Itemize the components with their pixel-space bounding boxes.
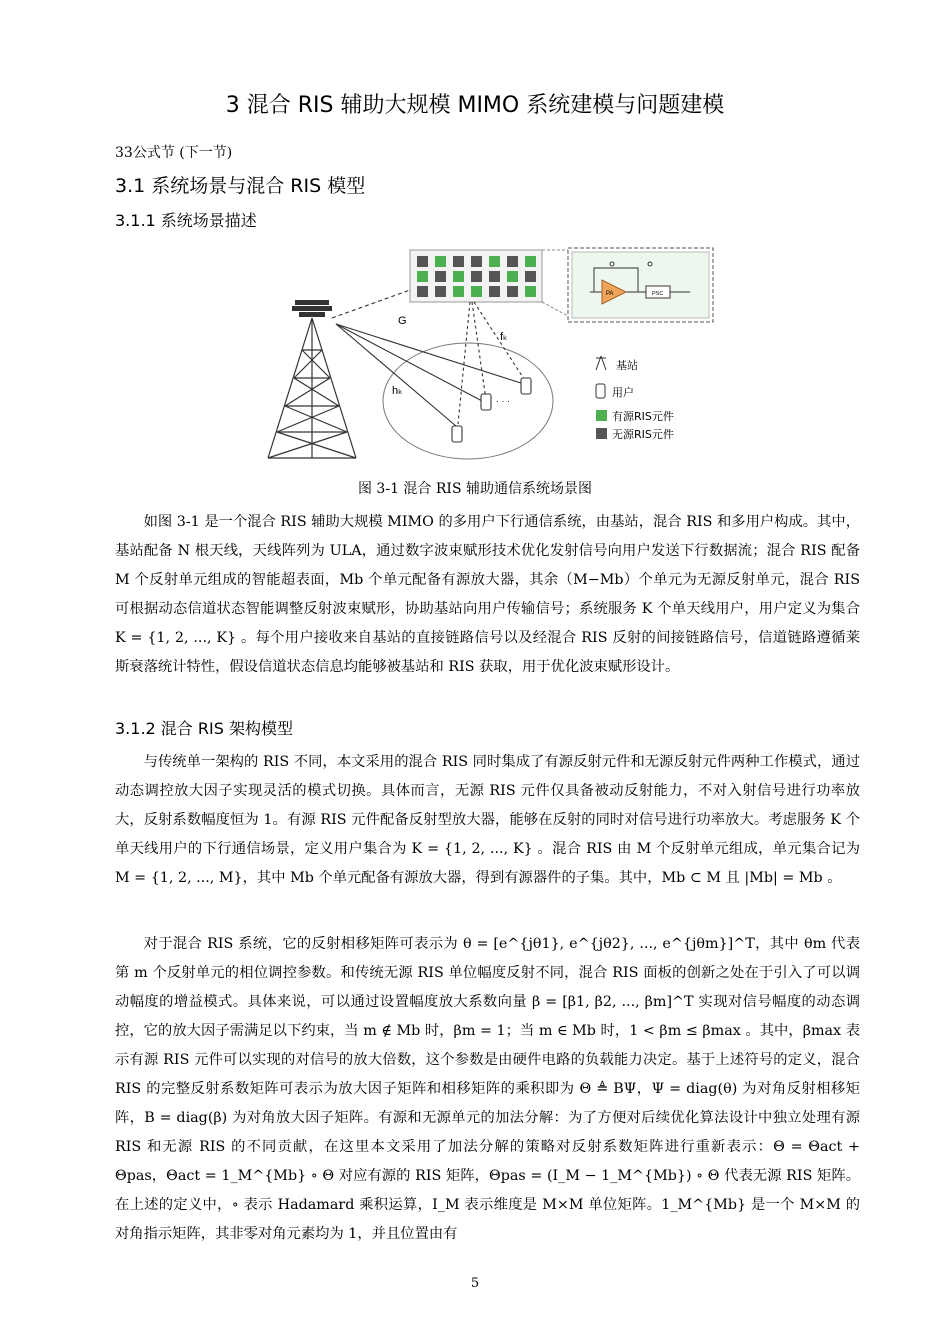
- ris-active-element: [435, 256, 446, 267]
- channel-hk-label: hₖ: [392, 385, 403, 397]
- ris-active-element: [489, 256, 500, 267]
- ris-active-element: [471, 286, 482, 297]
- pa-label: PA: [606, 291, 614, 297]
- legend-user: 用户: [612, 386, 634, 399]
- psc-label: PSC: [652, 291, 664, 297]
- legend-active: 有源RIS元件: [612, 410, 674, 423]
- paragraph-2: 与传统单一架构的 RIS 不同，本文采用的混合 RIS 同时集成了有源反射元件和无源反射元件两种工作模式，通过动态调控放大因子实现灵活的模式切换。具体而言，无源 RIS 元件仅具备被动反射能力，不对入射信号进行功率放大，反射系数幅度恒为 1。有源 RIS 元件配备反射型放大器，能够在反射的同时对信号进行功率放大。考虑服务 K 个单天线用户的下行通信场景，定义用户集合为 K = {1, 2, ..., K} 。混合 RIS 由 M 个反射单元组成，单元集合记为 M = {1, 2, ..., M}，其中 Mb 个单元配备有源放大器，得到有源器件的子集。其中，Mb ⊂ M 且 |Mb| = Mb 。: [115, 754, 860, 886]
- base-station-tower-icon: [268, 318, 356, 458]
- ris-passive-element: [525, 271, 536, 282]
- chapter-title: 3 混合 RIS 辅助大规模 MIMO 系统建模与问题建模: [225, 93, 725, 118]
- ris-passive-element: [489, 271, 500, 282]
- antenna-array: [292, 300, 332, 317]
- paragraph-1: 如图 3-1 是一个混合 RIS 辅助大规模 MIMO 的多用户下行通信系统，由基站，混合 RIS 和多用户构成。其中，基站配备 N 根天线，天线阵列为 ULA，通过数字波束赋形技术优化发射信号向用户发送下行数据流；混合 RIS 配备 M 个反射单元组成的智能超表面，Mb 个单元配备有源放大器，其余（M−Mb）个单元为无源反射单元，混合 RIS 可根据动态信道状态智能调整反射波束赋形，协助基站向用户传输信号；系统服务 K 个单天线用户，用户定义为集合 K = {1, 2, ..., K} 。每个用户接收来自基站的直接链路信号以及经混合 RIS 反射的间接链路信号，信道链路遵循莱斯衰落统计特性，假设信道状态信息均能够被基站和 RIS 获取，用于优化波束赋形设计。: [115, 514, 860, 675]
- figure-legend: [596, 356, 674, 441]
- user-area: [383, 343, 553, 459]
- ris-passive-element: [417, 256, 428, 267]
- ris-active-element: [417, 271, 428, 282]
- ris-active-element: [525, 286, 536, 297]
- system-scenario-figure: [250, 246, 720, 468]
- legend-phone-icon: [596, 384, 605, 398]
- legend-passive-swatch: [596, 428, 607, 439]
- figure-caption: 图 3-1 混合 RIS 辅助通信系统场景图: [357, 481, 592, 497]
- section-heading-3-1-2: 3.1.2 混合 RIS 架构模型: [115, 719, 293, 738]
- channel-g-label: G: [398, 315, 407, 327]
- formula-section-note: 33公式节 (下一节): [115, 145, 233, 161]
- legend-passive: 无源RIS元件: [612, 428, 674, 441]
- user-ellipsis: · · ·: [496, 396, 510, 406]
- ris-passive-element: [489, 286, 500, 297]
- section-heading-3-1: 3.1 系统场景与混合 RIS 模型: [115, 175, 366, 197]
- ris-passive-element: [435, 286, 446, 297]
- ris-passive-element: [471, 256, 482, 267]
- ris-passive-element: [507, 256, 518, 267]
- ris-active-element: [453, 271, 464, 282]
- ris-passive-element: [453, 256, 464, 267]
- ris-active-element: [507, 271, 518, 282]
- ris-active-element: [453, 286, 464, 297]
- legend-bs: 基站: [616, 359, 638, 372]
- ris-passive-element: [471, 271, 482, 282]
- legend-tower-icon: [596, 356, 606, 370]
- ris-active-element: [525, 256, 536, 267]
- section-heading-3-1-1: 3.1.1 系统场景描述: [115, 211, 257, 230]
- legend-active-swatch: [596, 410, 607, 421]
- page-number: 5: [470, 1276, 480, 1291]
- user-phones: [452, 378, 531, 442]
- ris-passive-element: [507, 286, 518, 297]
- ris-passive-element: [435, 271, 446, 282]
- paragraph-3: 对于混合 RIS 系统，它的反射相移矩阵可表示为 θ = [e^{jθ1}, e^{jθ2}, ..., e^{jθm}]^T，其中 θm 代表第 m 个反射单元的相位调控参数。和传统无源 RIS 单位幅度反射不同，混合 RIS 面板的创新之处在于引入了可以调动幅度的增益模式。具体来说，可以通过设置幅度放大系数向量 β = [β1, β2, ..., βm]^T 实现对信号幅度的动态调控，它的放大因子需满足以下约束，当 m ∉ Mb 时，βm = 1；当 m ∈ Mb 时，1 < βm ≤ βmax 。其中，βmax 表示有源 RIS 元件可以实现的对信号的放大倍数，这个参数是由硬件电路的负载能力决定。基于上述符号的定义，混合 RIS 的完整反射系数矩阵可表示为放大因子矩阵和相移矩阵的乘积即为 Θ ≜ BΨ，Ψ = diag(θ) 为对角反射相移矩阵，B = diag(β) 为对角放大因子矩阵。有源和无源单元的加法分解：为了方便对后续优化算法设计中独立处理有源 RIS 和无源 RIS 的不同贡献，在这里本文采用了加法分解的策略对反射系数矩阵进行重新表示：Θ = Θact + Θpas，Θact = 1_M^{Mb} ∘ Θ 对应有源的 RIS 矩阵，Θpas = (I_M − 1_M^{Mb}) ∘ Θ 代表无源 RIS 矩阵。在上述的定义中，∘ 表示 Hadamard 乘积运算，I_M 表示维度是 M×M 单位矩阵。1_M^{Mb} 是一个 M×M 的对角指示矩阵，其非零对角元素均为 1，并且位置由有: [115, 936, 860, 1242]
- ris-passive-element: [417, 286, 428, 297]
- channel-fk-label: fₖ: [500, 331, 508, 343]
